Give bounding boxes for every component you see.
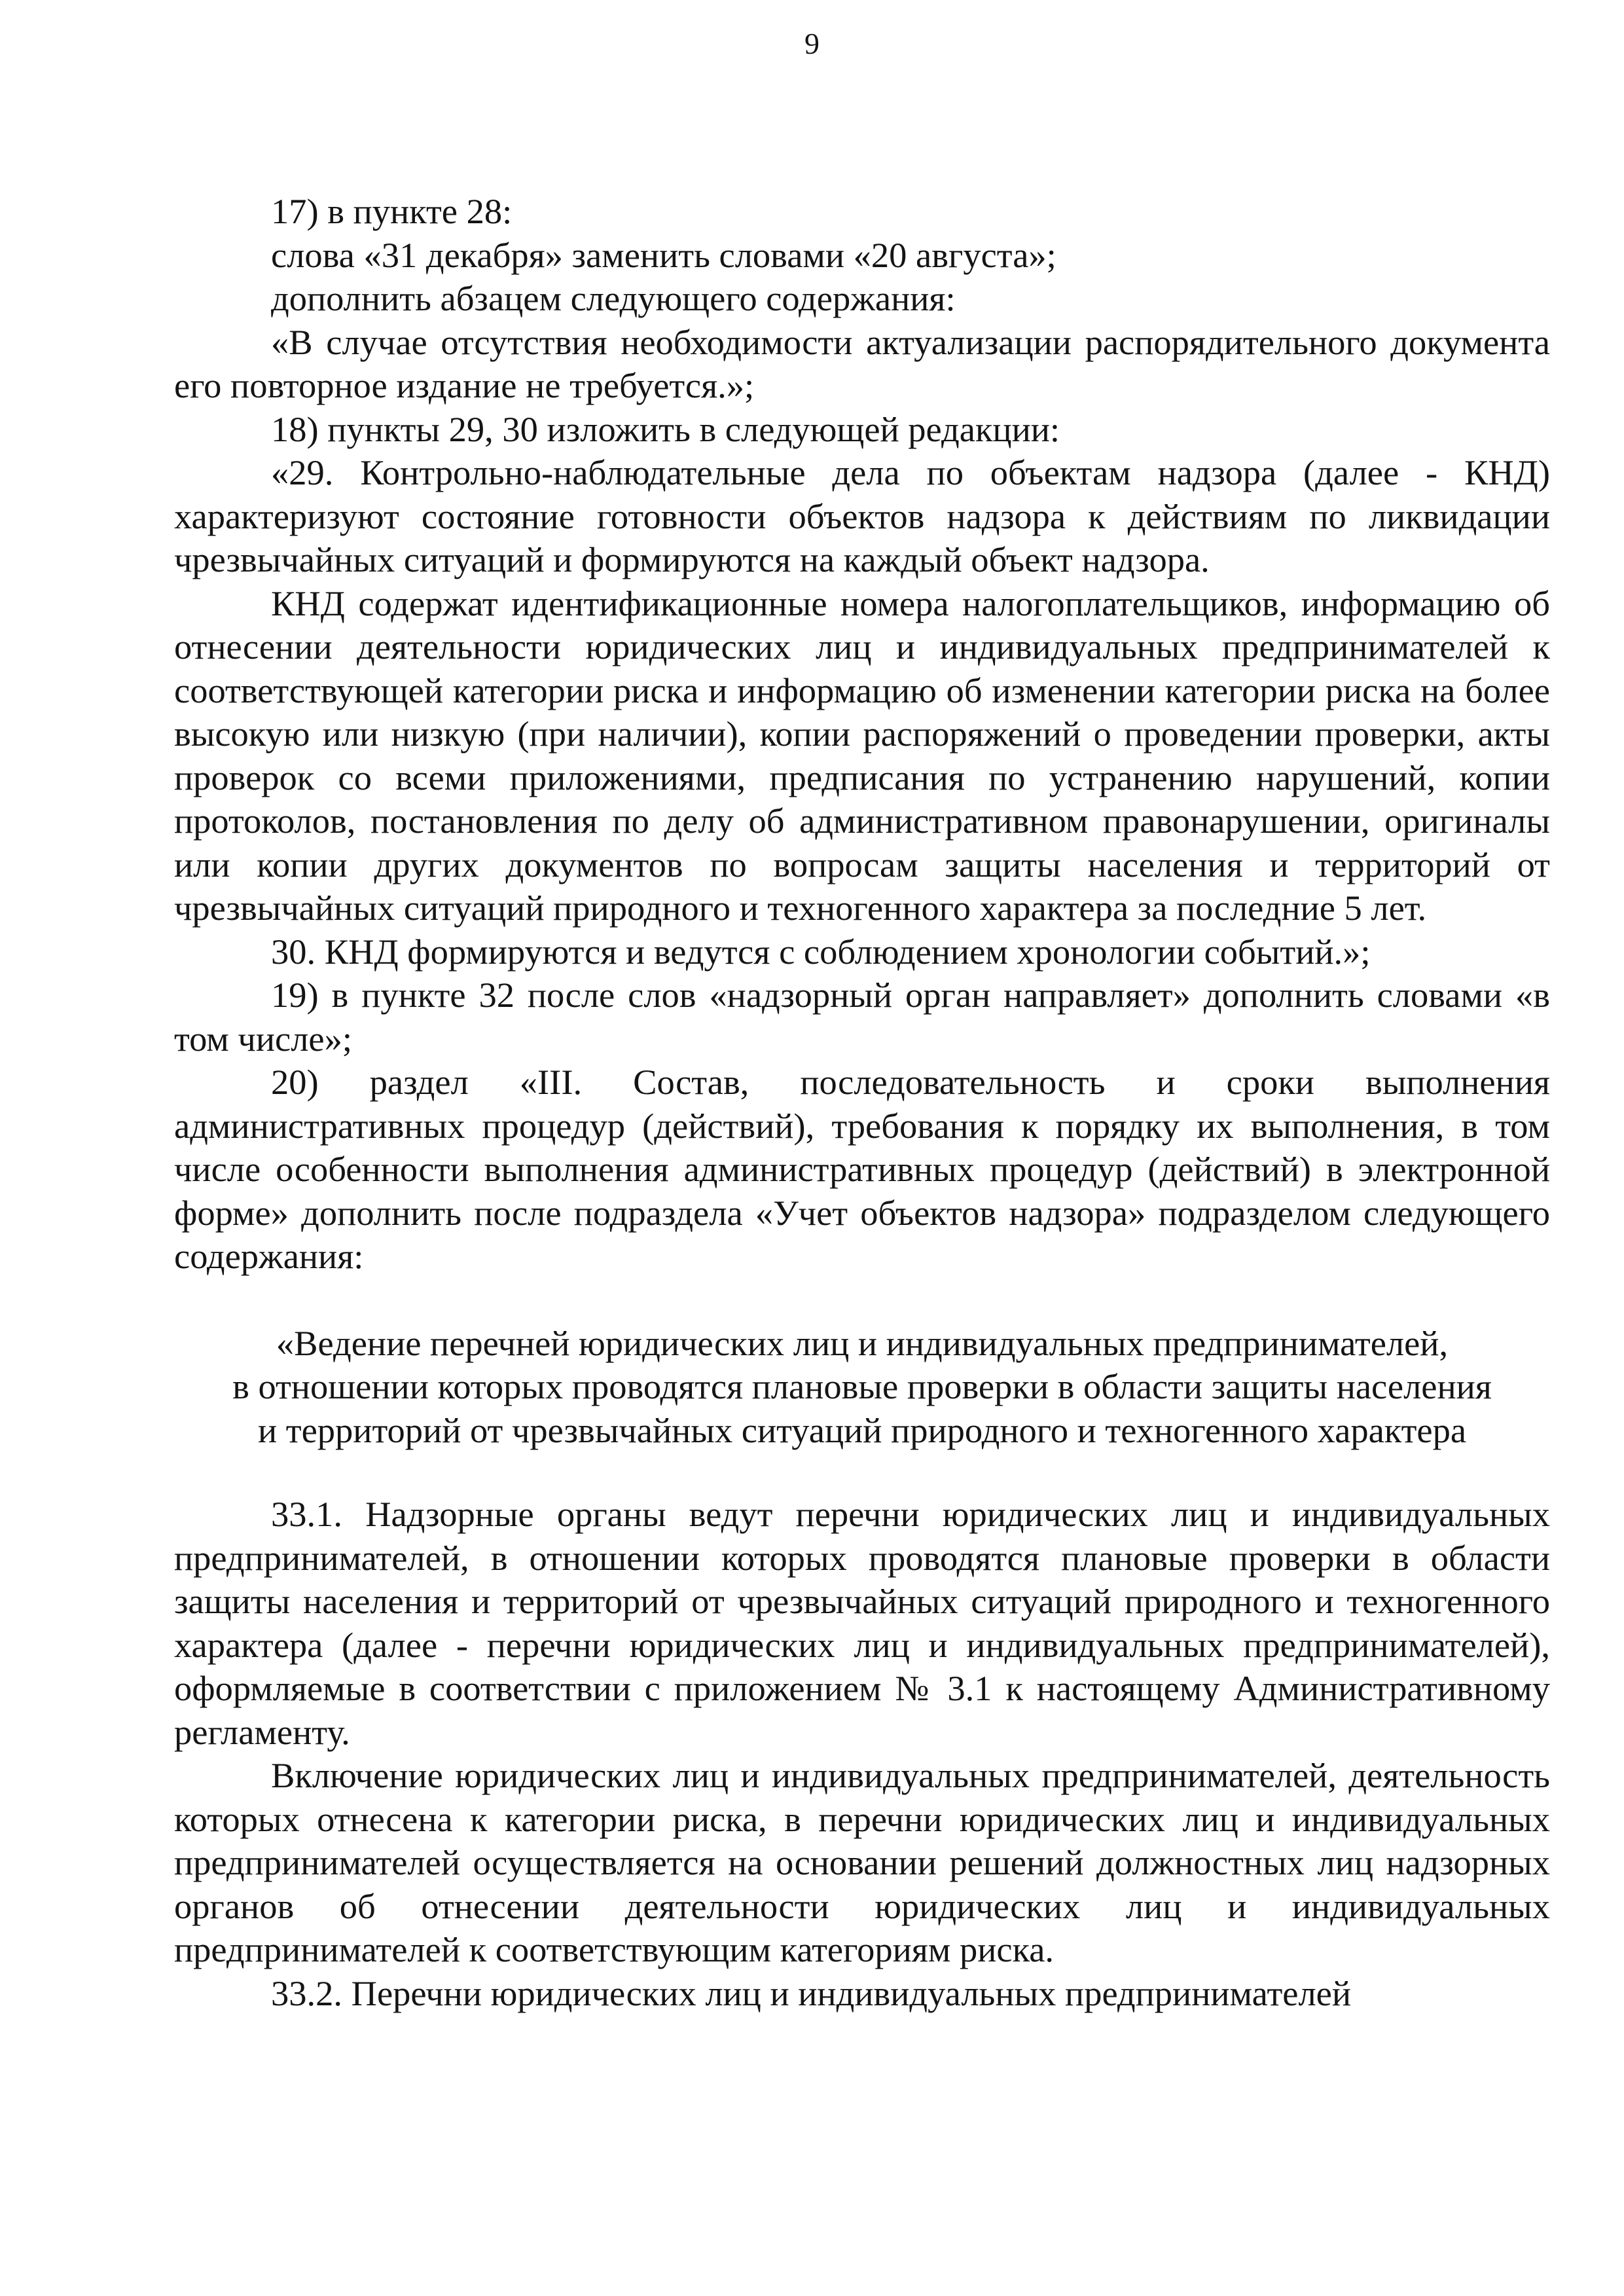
paragraph-add-abzats: дополнить абзацем следующего содержания: xyxy=(271,278,956,318)
paragraph-item-20: 20) раздел «III. Состав, последовательность и сроки выполнения административных процедур (действий), требования к порядку их выполнения, в том числе особенности выполнения административных процедур (действий) в электронной форме» дополнить после подраздела «Учет объектов надзора» подразделом следующего содержания: xyxy=(174,1062,1550,1276)
subsection-heading-line-3: и территорий от чрезвычайных ситуаций природного и техногенного характера xyxy=(257,1410,1467,1450)
document-body xyxy=(174,190,1550,2015)
paragraph-quote-no-need: «В случае отсутствия необходимости актуализации распорядительного документа его повторное издание не требуется.»; xyxy=(174,321,1550,405)
paragraph-item-17: 17) в пункте 28: xyxy=(271,191,513,231)
paragraph-item-18: 18) пункты 29, 30 изложить в следующей редакции: xyxy=(271,409,1060,449)
paragraph-point-29: «29. Контрольно-наблюдательные дела по объектам надзора (далее - КНД) характеризуют состояние готовности объектов надзора к действиям по ликвидации чрезвычайных ситуаций и формируются на каждый объект надзора. xyxy=(174,452,1550,579)
paragraph-point-33-1: 33.1. Надзорные органы ведут перечни юридических лиц и индивидуальных предпринимателей, в отношении которых проводятся плановые проверки в области защиты населения и территорий от чрезвычайных ситуаций природного и техногенного характера (далее - перечни юридических лиц и индивидуальных предпринимателей), оформляемые в соответствии с приложением № 3.1 к настоящему Административному регламенту. xyxy=(174,1494,1550,1752)
page-number: 9 xyxy=(804,27,820,60)
paragraph-point-30: 30. КНД формируются и ведутся с соблюдением хронологии событий.»; xyxy=(271,931,1371,972)
section-gap-top xyxy=(174,1279,1550,1322)
paragraph-replace-words: слова «31 декабря» заменить словами «20 августа»; xyxy=(271,234,1056,275)
paragraph-point-33-2: 33.2. Перечни юридических лиц и индивидуальных предпринимателей xyxy=(271,1973,1352,2013)
subsection-heading-line-1: «Ведение перечней юридических лиц и индивидуальных предпринимателей, xyxy=(276,1322,1449,1363)
section-gap-bottom xyxy=(174,1452,1550,1493)
paragraph-item-19: 19) в пункте 32 после слов «надзорный орган направляет» дополнить словами «в том числе»; xyxy=(174,975,1550,1059)
subsection-heading-line-2: в отношении которых проводятся плановые проверки в области защиты населения xyxy=(232,1366,1492,1406)
paragraph-knd-contents: КНД содержат идентификационные номера налогоплательщиков, информацию об отнесении деятельности юридических лиц и индивидуальных предпринимателей к соответствующей категории риска и информацию об изменении категории риска на более высокую или низкую (при наличии), копии распоряжений о проведении проверки, акты проверок со всеми приложениями, предписания по устранению нарушений, копии протоколов, постановления по делу об административном правонарушении, оригиналы или копии других документов по вопросам защиты населения и территорий от чрезвычайных ситуаций природного и техногенного характера за последние 5 лет. xyxy=(174,583,1550,928)
paragraph-inclusion: Включение юридических лиц и индивидуальных предпринимателей, деятельность которых отнесена к категории риска, в перечни юридических лиц и индивидуальных предпринимателей осуществляется на основании решений должностных лиц надзорных органов об отнесении деятельности юридических лиц и индивидуальных предпринимателей к соответствующим категориям риска. xyxy=(174,1755,1550,1969)
